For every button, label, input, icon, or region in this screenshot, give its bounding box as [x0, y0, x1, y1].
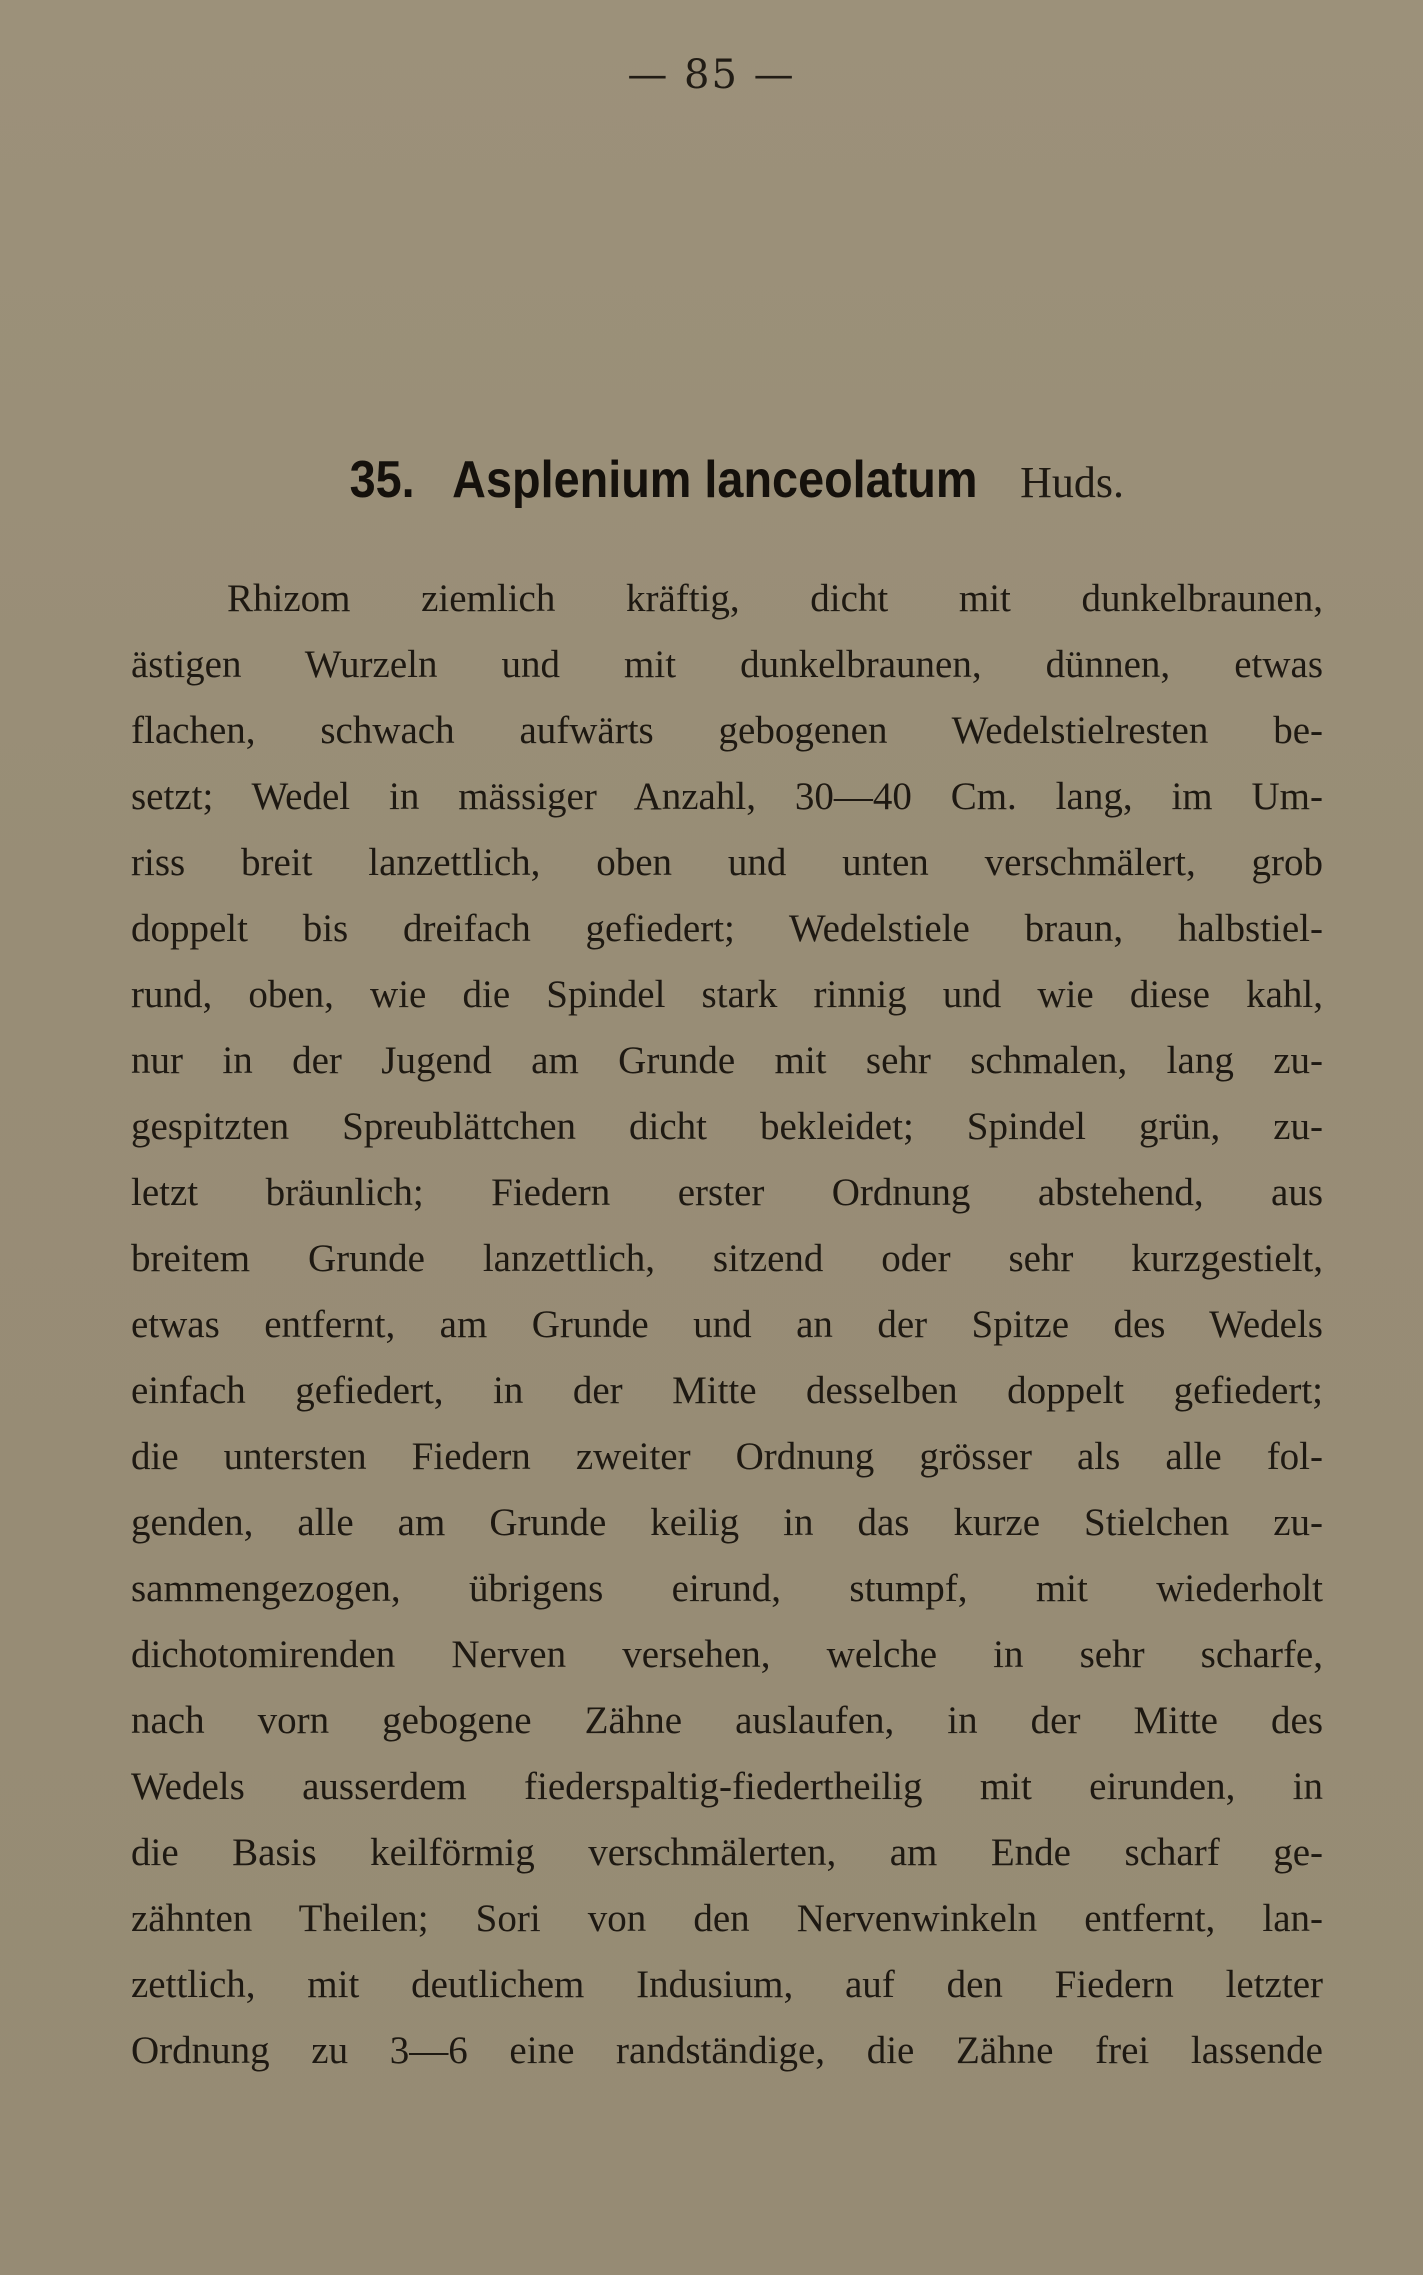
text-line: nach vorn gebogene Zähne auslaufen, in der Mitte des: [131, 1699, 1323, 1742]
text-line: gespitzten Spreublättchen dicht bekleidet; Spindel grün, zu-: [131, 1105, 1323, 1148]
text-line: riss breit lanzettlich, oben und unten verschmälert, grob: [131, 841, 1323, 884]
text-line: zähnten Theilen; Sori von den Nervenwinkeln entfernt, lan-: [131, 1897, 1323, 1940]
text-line: ästigen Wurzeln und mit dunkelbraunen, dünnen, etwas: [131, 643, 1323, 686]
text-line: flachen, schwach aufwärts gebogenen Wedelstielresten be-: [131, 709, 1323, 752]
species-heading: [0, 450, 1423, 510]
page-number: — 85 —: [627, 52, 796, 98]
text-line: rund, oben, wie die Spindel stark rinnig und wie diese kahl,: [131, 973, 1323, 1016]
text-line: Ordnung zu 3—6 eine randständige, die Zähne frei lassende: [131, 2029, 1323, 2072]
text-line: dichotomirenden Nerven versehen, welche in sehr scharfe,: [131, 1633, 1323, 1676]
text-line: die Basis keilförmig verschmälerten, am Ende scharf ge-: [131, 1831, 1323, 1874]
text-line: letzt bräunlich; Fiedern erster Ordnung abstehend, aus: [131, 1171, 1323, 1214]
species-number: 35.: [349, 451, 415, 509]
text-line: etwas entfernt, am Grunde und an der Spitze des Wedels: [131, 1303, 1323, 1346]
text-line: einfach gefiedert, in der Mitte desselben doppelt gefiedert;: [131, 1369, 1323, 1412]
species-name: Asplenium lanceolatum: [452, 451, 978, 509]
text-line: sammengezogen, übrigens eirund, stumpf, mit wiederholt: [131, 1567, 1323, 1610]
text-line: setzt; Wedel in mässiger Anzahl, 30—40 Cm. lang, im Um-: [131, 775, 1323, 818]
text-line: Rhizom ziemlich kräftig, dicht mit dunkelbraunen,: [227, 577, 1323, 620]
text-line: die untersten Fiedern zweiter Ordnung grösser als alle fol-: [131, 1435, 1323, 1478]
species-author: Huds.: [1020, 458, 1125, 507]
text-line: doppelt bis dreifach gefiedert; Wedelstiele braun, halbstiel-: [131, 907, 1323, 950]
text-line: nur in der Jugend am Grunde mit sehr schmalen, lang zu-: [131, 1039, 1323, 1082]
text-line: genden, alle am Grunde keilig in das kurze Stielchen zu-: [131, 1501, 1323, 1544]
text-line: zettlich, mit deutlichem Indusium, auf den Fiedern letzter: [131, 1963, 1323, 2006]
text-line: Wedels ausserdem fiederspaltig-fiedertheilig mit eirunden, in: [131, 1765, 1323, 1808]
text-line: breitem Grunde lanzettlich, sitzend oder sehr kurzgestielt,: [131, 1237, 1323, 1280]
species-description: [131, 566, 1323, 2084]
